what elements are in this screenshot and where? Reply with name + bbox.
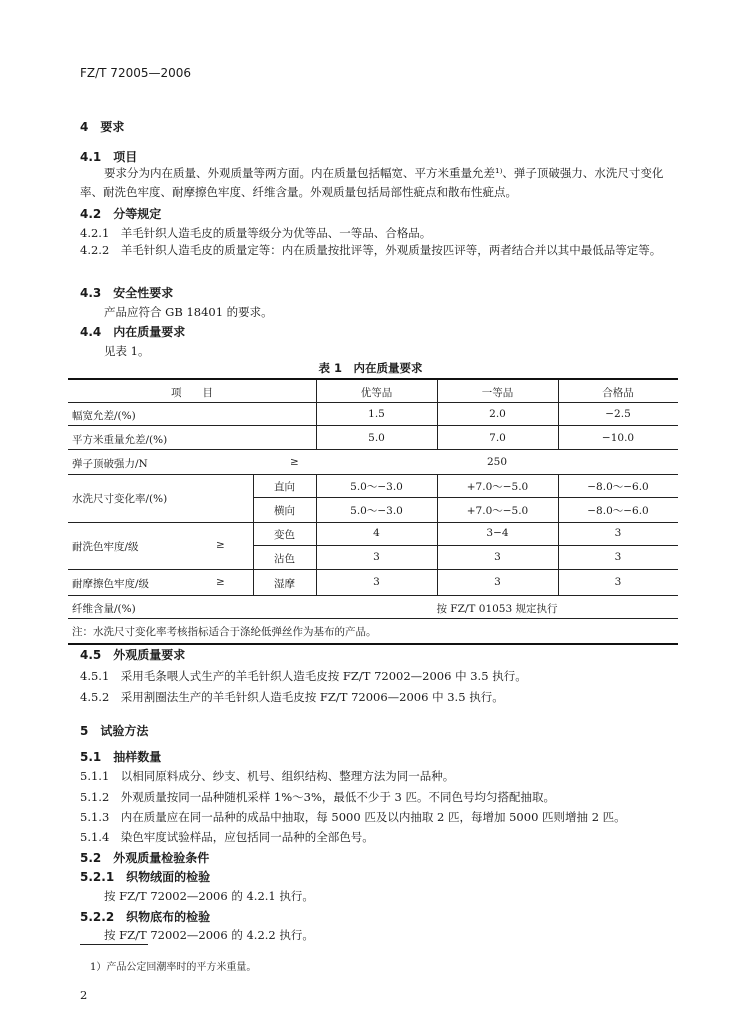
row-width-g1: 1.5 [368,408,385,420]
table-header-grade-qualified: 合格品 [602,387,634,399]
table-1-caption: 表 1 内在质量要求 [318,361,423,375]
section-4-5-2: 4.5.2 采用割圈法生产的羊毛针织人造毛皮按 FZ/T 72006—2006 中 3.5 执行。 [80,690,504,704]
row-burst-label: 弹子顶破强力/N [72,458,148,470]
section-4-2-title: 4.2 分等规定 [80,207,162,221]
section-5-1-2: 5.1.2 外观质量按同一品种随机采样 1%～3%，最低不少于 3 匹。不同色号均匀搭配抽取。 [80,790,556,804]
standard-number: FZ/T 72005—2006 [80,66,192,80]
row-shrink-label: 水洗尺寸变化率/(%) [72,493,168,505]
row-wash-stain-label: 沾色 [274,553,295,565]
row-wash-label: 耐洗色牢度/级 [72,541,139,553]
table-1 [68,378,678,645]
row-wash-change-g2: 3−4 [486,527,509,539]
section-4-3-title: 4.3 安全性要求 [80,286,174,300]
row-wash-sym: ≥ [216,539,225,551]
section-4-5-1: 4.5.1 采用毛条喂人式生产的羊毛针织人造毛皮按 FZ/T 72002—2006 中 3.5 执行。 [80,669,527,683]
row-fiber-value: 按 FZ/T 01053 规定执行 [436,603,558,615]
section-4-3-body: 产品应符合 GB 18401 的要求。 [104,305,273,319]
section-5-1-3: 5.1.3 内在质量应在同一品种的成品中抽取，每 5000 匹及以内抽取 2 匹，每增加 5000 匹则增抽 2 匹。 [80,810,626,824]
row-shrink-warp-label: 直向 [274,481,295,493]
footnote: 1）产品公定回潮率时的平方米重量。 [90,962,257,973]
row-rub-label: 耐摩擦色牢度/级 [72,578,150,590]
row-shrink-warp-g3: −8.0～−6.0 [587,481,649,493]
section-4-5-title: 4.5 外观质量要求 [80,648,186,662]
section-4-1-title: 4.1 项目 [80,150,138,164]
section-5-2-2-body: 按 FZ/T 72002—2006 的 4.2.2 执行。 [104,928,314,942]
row-width-g3: −2.5 [605,408,631,420]
row-shrink-warp-g2: +7.0～−5.0 [466,481,529,493]
row-shrink-weft-g3: −8.0～−6.0 [587,505,649,517]
section-4-title: 4 要求 [80,120,125,134]
footnote-rule [80,944,148,945]
row-wash-stain-g2: 3 [494,551,501,563]
row-wash-stain-g3: 3 [614,551,622,563]
section-5-1-4: 5.1.4 染色牢度试验样品，应包括同一品种的全部色号。 [80,830,374,844]
row-shrink-warp-g1: 5.0～−3.0 [350,481,403,493]
row-burst-sym: ≥ [290,456,299,468]
table-1-note: 注：水洗尺寸变化率考核指标适合于涤纶低弹丝作为基布的产品。 [72,626,377,638]
row-wash-change-g3: 3 [614,527,622,539]
row-wash-change-g1: 4 [373,527,380,539]
section-4-1-body: 要求分为内在质量、外观质量等两方面。内在质量包括幅宽、平方米重量允差¹⁾、弹子顶破强力、水洗尺寸变化率、耐洗色牢度、耐摩擦色牢度、纤维含量。外观质量包括局部性疵点和散布性疵点。 [80,166,664,199]
section-5-2-title: 5.2 外观质量检验条件 [80,851,210,865]
row-rub-sub: 湿摩 [274,578,295,590]
section-5-1-title: 5.1 抽样数量 [80,750,162,764]
row-shrink-weft-g1: 5.0～−3.0 [350,505,403,517]
table-header-grade-first: 一等品 [481,387,514,399]
row-rub-g3: 3 [614,576,622,588]
section-5-2-1-body: 按 FZ/T 72002—2006 的 4.2.1 执行。 [104,889,314,903]
section-4-4-title: 4.4 内在质量要求 [80,325,186,339]
row-weight-g2: 7.0 [489,432,506,444]
row-rub-sym: ≥ [216,576,225,588]
section-4-2-2: 4.2.2 羊毛针织人造毛皮的质量定等：内在质量按批评等，外观质量按匹评等，两者结合并以其中最低品等定等。 [80,243,662,257]
row-width-label: 幅宽允差/(%) [72,410,136,422]
section-5-2-1-title: 5.2.1 织物绒面的检验 [80,870,211,884]
row-burst-value: 250 [486,456,508,468]
row-rub-g2: 3 [494,576,501,588]
row-weight-g3: −10.0 [601,432,635,444]
row-wash-stain-g1: 3 [373,551,380,563]
row-shrink-weft-label: 横向 [274,505,295,517]
section-4-4-body: 见表 1。 [104,344,150,358]
section-5-2-2-title: 5.2.2 织物底布的检验 [80,910,211,924]
row-fiber-label: 纤维含量/(%) [72,603,136,615]
section-5-1-1: 5.1.1 以相同原料成分、纱支、机号、组织结构、整理方法为同一品种。 [80,769,455,783]
row-wash-change-label: 变色 [274,529,295,541]
row-weight-label: 平方米重量允差/(%) [72,434,168,446]
section-4-2-1: 4.2.1 羊毛针织人造毛皮的质量等级分为优等品、一等品、合格品。 [80,226,432,240]
row-width-g2: 2.0 [489,408,506,420]
row-rub-g1: 3 [373,576,380,588]
row-shrink-weft-g2: +7.0～−5.0 [466,505,529,517]
page-number: 2 [80,988,88,1002]
table-header-grade-superior: 优等品 [360,387,393,399]
table-header-item: 项 目 [171,387,213,399]
section-5-title: 5 试验方法 [80,724,149,738]
row-weight-g1: 5.0 [368,432,385,444]
